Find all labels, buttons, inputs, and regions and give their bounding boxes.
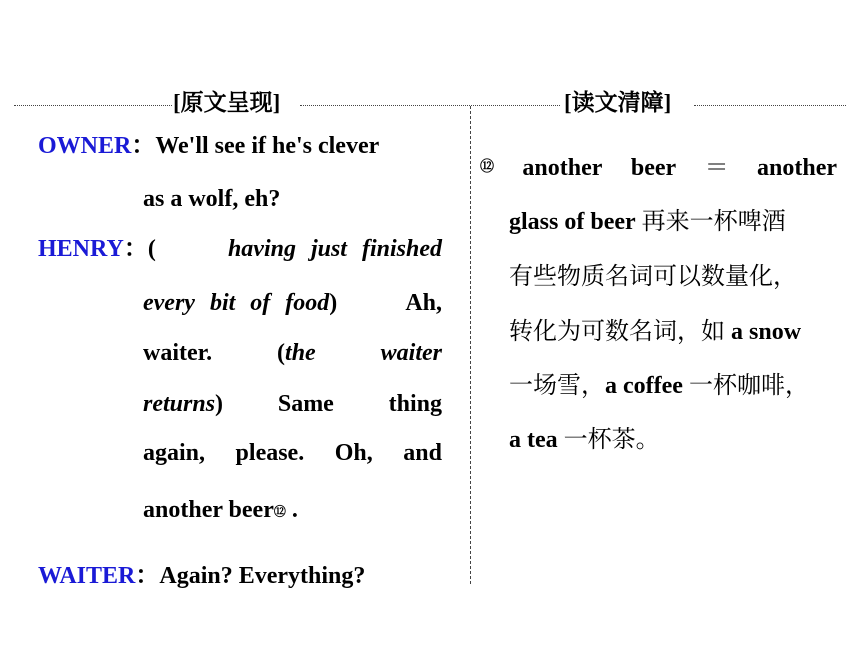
note-beer: beer — [630, 155, 677, 181]
waiter-line — [38, 560, 365, 595]
stage-the: the — [285, 340, 316, 366]
note-line-6 — [509, 424, 660, 456]
note-line-5 — [509, 370, 809, 402]
henry-line-6 — [143, 494, 298, 527]
henry-line-4 — [143, 388, 442, 420]
note-translation: 再来一杯啤酒 — [641, 209, 786, 235]
henry-line-2 — [143, 287, 442, 319]
henry-line-3 — [143, 337, 442, 369]
henry-please: please. — [235, 440, 305, 466]
period: . — [291, 497, 298, 523]
note-line-1 — [480, 152, 837, 184]
henry-and: and — [403, 440, 442, 466]
owner-line-2: as a wolf, eh? — [143, 186, 281, 212]
henry-stage-2: every bit of food — [143, 290, 330, 316]
note-example-coffee: a coffee — [605, 373, 683, 399]
paren: ) — [215, 391, 224, 417]
paren: ) — [329, 290, 338, 316]
speaker-separator: ： — [135, 563, 160, 589]
note-zh-1: 一场雪， — [509, 373, 605, 399]
henry-same: Same — [277, 391, 334, 417]
heading-original-text: [原文呈现] — [172, 86, 281, 120]
henry-ah: Ah, — [405, 290, 442, 316]
right-top-rule — [694, 105, 846, 106]
left-top-rule-b — [300, 105, 560, 106]
heading-reading-notes: [读文清障] — [563, 86, 672, 120]
owner-line-1 — [38, 130, 379, 165]
henry-again: again, — [143, 440, 206, 466]
henry-stage-1: having just finished — [227, 236, 442, 262]
note-equals: ＝ — [704, 155, 729, 181]
paren: ( — [147, 236, 156, 262]
paren: ( — [277, 340, 286, 366]
note-explanation: 转化为可数名词，如 — [509, 319, 725, 345]
note-glass-of-beer: glass of beer — [509, 209, 636, 235]
henry-waiter: waiter. — [143, 340, 213, 366]
note-marker-12: ⑫ — [480, 160, 494, 175]
note-zh-2: 一杯咖啡， — [688, 373, 809, 399]
waiter-text: Again? Everything? — [159, 563, 366, 589]
stage-returns: returns — [143, 391, 216, 417]
note-another-2: another — [757, 155, 837, 181]
note-line-2 — [509, 206, 786, 238]
speaker-waiter: WAITER — [38, 563, 136, 589]
henry-thing: thing — [388, 391, 442, 417]
note-example-snow: a snow — [731, 319, 802, 345]
note-another-1: another — [522, 155, 603, 181]
speaker-separator: ： — [131, 133, 156, 159]
speaker-owner: OWNER — [38, 133, 132, 159]
henry-oh: Oh, — [334, 440, 373, 466]
note-line-4 — [509, 316, 801, 348]
stage-waiter: waiter — [380, 340, 442, 366]
note-zh-3: 一杯茶。 — [563, 427, 660, 453]
speaker-separator: ： — [123, 236, 148, 262]
henry-line-5 — [143, 437, 442, 469]
note-line-3: 有些物质名词可以数量化， — [509, 264, 797, 290]
speaker-henry: HENRY — [38, 236, 124, 262]
henry-line-1 — [38, 233, 442, 268]
column-divider — [470, 106, 471, 584]
note-marker-12[interactable]: ⑫ — [273, 504, 286, 519]
owner-text-1: We'll see if he's clever — [155, 133, 380, 159]
note-example-tea: a tea — [509, 427, 558, 453]
henry-beer: another beer — [143, 497, 274, 523]
left-top-rule-a — [14, 105, 174, 106]
